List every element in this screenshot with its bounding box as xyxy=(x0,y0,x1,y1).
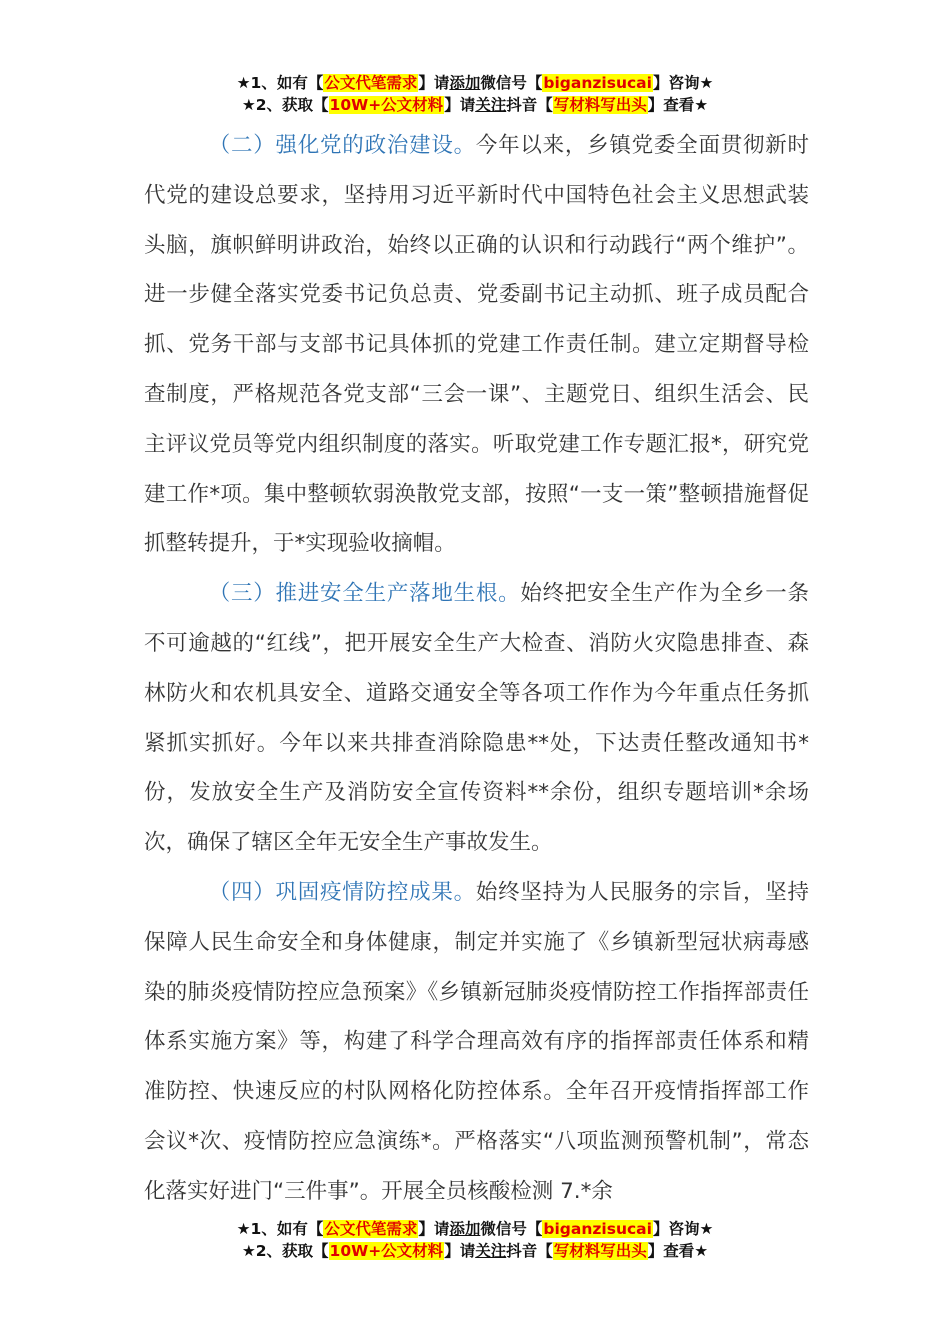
banner-highlight: 写材料写出头 xyxy=(553,96,647,114)
banner-text: 】咨询★ xyxy=(652,1220,714,1238)
banner-highlight: biganzisucai xyxy=(543,74,652,92)
paragraph-text: 专题汇报*，研究党建工作*项。集中整顿软弱涣散党支部，按照 xyxy=(144,431,809,507)
paragraph-text: 定期督导检查制度，严格规范各党支部“三会一课”、主题党日、 xyxy=(144,332,809,407)
paragraph-text: 务抓紧抓实抓好。今年以来共排查消除隐患**处，下达责任整改通 xyxy=(144,680,809,756)
banner-underline: 关注 xyxy=(475,1242,507,1260)
paragraph-text: 部责任体系实施方案》等，构建了科学合理高效有序的指挥部责任 xyxy=(144,979,809,1055)
banner-text: 】请 xyxy=(444,96,476,114)
header-banner xyxy=(0,72,950,116)
banner-underline: 添加 xyxy=(449,1220,481,1238)
banner-underline: 添加 xyxy=(449,74,481,92)
paragraph-text: 体系和精准防控、快速反应的村队网格化防控体系。全年召开疫情 xyxy=(144,1029,809,1105)
paragraph-party-building xyxy=(144,121,809,569)
paragraph-text: 护”。进一步健全落实党委书记负总责、党委副书记主动抓、班子 xyxy=(144,232,809,308)
banner-line-1 xyxy=(0,72,950,94)
paragraph-text: *余场次，确保了辖区全年无安全生产事故发生。 xyxy=(144,780,809,856)
banner-line-2 xyxy=(0,94,950,116)
paragraph-text: 装头脑，旗帜鲜明讲政治，始终以正确的认识和行动践行“两个维 xyxy=(144,182,809,258)
banner-text: ★2、获取【 xyxy=(241,1242,329,1260)
banner-text: 】请 xyxy=(444,1242,476,1260)
banner-text: 抖音【 xyxy=(506,1242,553,1260)
footer-banner xyxy=(0,1218,950,1262)
banner-text: 微信号【 xyxy=(480,1220,543,1238)
paragraph-text: 感染的肺炎疫情防控应急预案》《乡镇新冠肺炎疫情防控工作指挥 xyxy=(144,929,809,1005)
banner-highlight: 公文代笔需求 xyxy=(324,1220,418,1238)
banner-text: ★1、如有【 xyxy=(236,74,324,92)
banner-highlight: 10W+公文材料 xyxy=(329,96,444,114)
banner-text: ★2、获取【 xyxy=(241,96,329,114)
banner-text: 】咨询★ xyxy=(652,74,714,92)
paragraph-text: 知书*份，发放安全生产及消防安全宣传资料**余份，组织专题培训 xyxy=(144,730,809,806)
paragraph-text: 代党的建设总要求，坚持用习近平新时代中国特色社会主义思想武 xyxy=(144,182,788,208)
paragraph-text: 保障人民生命安全和身体健康，制定并实施了《乡镇新型冠状病毒 xyxy=(144,929,788,955)
paragraph-text: 组织生活会、民主评议党员等党内组织制度的落实。听取党建工作 xyxy=(144,381,809,457)
paragraph-text: 始终把安全生产作为全乡一条 xyxy=(520,581,809,607)
section-heading: （四）巩固疫情防控成果。 xyxy=(208,879,476,905)
banner-text: 】请 xyxy=(418,1220,450,1238)
document-body xyxy=(144,121,809,1217)
banner-highlight: biganzisucai xyxy=(543,1220,652,1238)
banner-line-2 xyxy=(0,1240,950,1262)
paragraph-text: 今年以来，乡镇党委全面贯彻新时 xyxy=(475,133,809,158)
section-heading: （二）强化党的政治建设。 xyxy=(208,133,476,158)
paragraph-text: 不可逾越的“红线”，把开展安全生产大检查、消防火灾隐患排查、 xyxy=(144,630,788,656)
paragraph-text: 成员配合抓、党务干部与支部书记具体抓的党建工作责任制。建立 xyxy=(144,282,809,358)
paragraph-text: 森林防火和农机具安全、道路交通安全等各项工作作为今年重点任 xyxy=(144,630,809,706)
banner-line-1 xyxy=(0,1218,950,1240)
banner-highlight: 写材料写出头 xyxy=(553,1242,647,1260)
paragraph-text: 警机制”，常态化落实好进门“三件事”。开展全员核酸检测 7.*余 xyxy=(144,1128,809,1204)
section-heading: （三）推进安全生产落地生根。 xyxy=(208,581,521,607)
paragraph-text: “一支一策”整顿措施督促抓整转提升，于*实现验收摘帽。 xyxy=(144,481,809,557)
banner-text: 抖音【 xyxy=(506,96,553,114)
banner-text: 】查看★ xyxy=(647,96,709,114)
banner-underline: 关注 xyxy=(475,96,507,114)
banner-text: ★1、如有【 xyxy=(236,1220,324,1238)
banner-highlight: 10W+公文材料 xyxy=(329,1242,444,1260)
banner-text: 】请 xyxy=(418,74,450,92)
banner-highlight: 公文代笔需求 xyxy=(324,74,418,92)
banner-text: 微信号【 xyxy=(480,74,543,92)
paragraph-text: 指挥部工作会议*次、疫情防控应急演练*。严格落实“八项监测预 xyxy=(144,1079,809,1154)
paragraph-safety-production xyxy=(144,569,809,868)
banner-text: 】查看★ xyxy=(647,1242,709,1260)
paragraph-epidemic-control xyxy=(144,868,809,1217)
paragraph-text: 始终坚持为人民服务的宗旨，坚持 xyxy=(475,879,809,905)
